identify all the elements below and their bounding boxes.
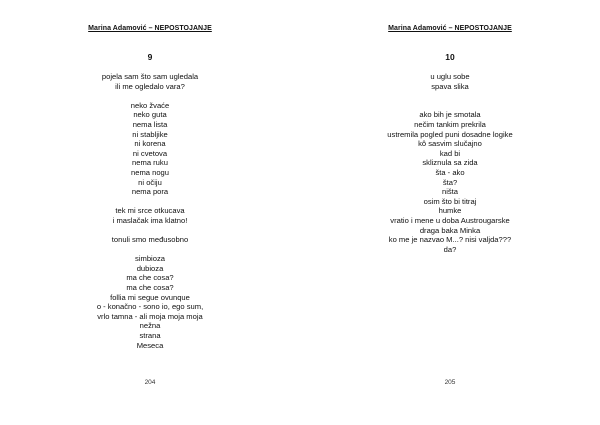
poem-line: nečim tankim prekrila: [414, 119, 486, 129]
poem-line: ma che cosa?: [126, 283, 174, 293]
poem-line: šta - ako: [435, 167, 465, 177]
poem-line: dubioza: [136, 263, 164, 273]
stanza-gap: [300, 91, 600, 101]
poem-number: 9: [147, 52, 153, 62]
poem-line: humke: [438, 206, 462, 216]
poem-line: kô sasvim slučajno: [418, 139, 482, 149]
poem-line: o - konačno - sono io, ego sum,: [96, 302, 204, 312]
poem-line: nema ruku: [132, 158, 168, 168]
poem-line: ni očiju: [138, 177, 162, 187]
page-number: 204: [144, 379, 156, 386]
poem-line: neko žvaće: [130, 100, 170, 110]
poem-line: ko me je nazvao M...? nisi valjda???: [388, 235, 512, 245]
poem-line: ni korena: [134, 139, 166, 149]
poem-line: ili me ogledalo vara?: [115, 81, 185, 91]
poem-line: nema lista: [132, 119, 168, 129]
poem-line: Meseca: [136, 340, 164, 350]
poem-text: [300, 72, 600, 254]
poem-line: ustremila pogled puni dosadne logike: [387, 129, 513, 139]
poem-line: neko guta: [133, 110, 167, 120]
poem-line: ako bih je smotala: [419, 110, 481, 120]
poem-line: simbioza: [135, 254, 165, 264]
poem-text: [0, 72, 300, 350]
poem-line: tonuli smo međusobno: [111, 235, 189, 245]
poem-line: vratio i mene u doba Austrougarske: [390, 215, 510, 225]
poem-line: i maslačak ima klatno!: [112, 215, 188, 225]
poem-line: skliznula sa zida: [422, 158, 478, 168]
poem-line: osim što bi titraj: [423, 196, 477, 206]
poem-number: 10: [445, 52, 455, 62]
stanza-gap: [0, 197, 300, 207]
poem-line: šta?: [442, 177, 458, 187]
poem-line: u uglu sobe: [430, 72, 470, 81]
poem-line: ni cvetova: [132, 148, 168, 158]
poem-line: vrlo tamna - ali moja moja moja: [97, 311, 203, 321]
header-text: Marina Adamović – NEPOSTOJANJE: [88, 25, 212, 32]
poem-line: ništa: [441, 187, 459, 197]
page-header: [300, 25, 600, 32]
poem-line: kad bi: [439, 148, 461, 158]
poem-line: tek mi srce otkucava: [115, 206, 185, 216]
stanza-gap: [0, 226, 300, 236]
poem-line: spava slika: [431, 81, 469, 91]
header-text: Marina Adamović – NEPOSTOJANJE: [388, 25, 512, 32]
page-header: [0, 25, 300, 32]
poem-line: pojela sam što sam ugledala: [101, 72, 199, 81]
poem-line: nema nogu: [131, 167, 169, 177]
page-number: 205: [444, 379, 456, 386]
poem-line: nema pora: [131, 187, 169, 197]
right-page: [300, 0, 600, 425]
poem-line: nežna: [139, 321, 161, 331]
stanza-gap: [0, 91, 300, 101]
poem-line: draga baka Minka: [419, 225, 481, 235]
poem-line: ma che cosa?: [126, 273, 174, 283]
poem-line: da?: [443, 244, 457, 254]
poem-line: follia mi segue ovunque: [110, 292, 190, 302]
stanza-gap: [300, 101, 600, 111]
poem-line: strana: [139, 331, 161, 341]
stanza-gap: [0, 245, 300, 255]
poem-line: ni stabljike: [132, 129, 168, 139]
